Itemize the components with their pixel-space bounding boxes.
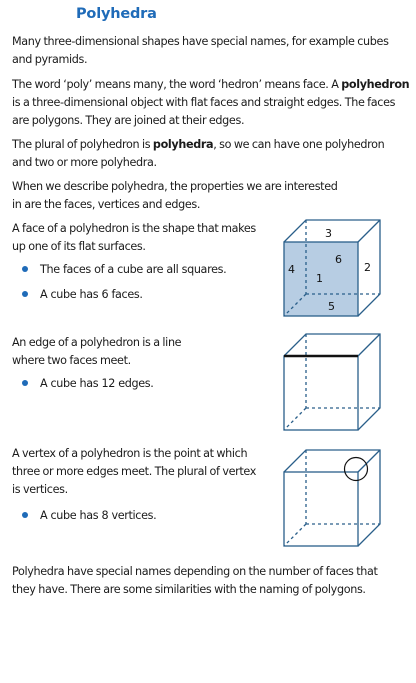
vertices-text-line-3: is vertices. bbox=[12, 483, 68, 496]
vertices-text-line-1: A vertex of a polyhedron is the point at which bbox=[12, 447, 248, 460]
edges-bullet-1: A cube has 12 edges. bbox=[40, 377, 154, 390]
face-label-back: 6 bbox=[335, 253, 342, 266]
intro-paragraph-1-line-2: and pyramids. bbox=[12, 53, 88, 66]
page-title: Polyhedra bbox=[76, 6, 157, 22]
intro-paragraph-2-line-2: is a three-dimensional object with flat faces and straight edges. The faces bbox=[12, 96, 396, 109]
intro-paragraph-3-line-2: and two or more polyhedra. bbox=[12, 156, 157, 169]
faces-text-line-1: A face of a polyhedron is the shape that makes bbox=[12, 222, 256, 235]
faces-bullet-1: The faces of a cube are all squares. bbox=[40, 263, 227, 276]
edges-text-line-1: An edge of a polyhedron is a line bbox=[12, 336, 182, 349]
face-label-top: 3 bbox=[325, 227, 332, 240]
intro-paragraph-4-line-2: in are the faces, vertices and edges. bbox=[12, 198, 201, 211]
cube-vertices-diagram bbox=[276, 446, 386, 552]
term-polyhedron: polyhedron bbox=[341, 78, 410, 91]
intro-paragraph-4-line-1: When we describe polyhedra, the properties we are interested bbox=[12, 180, 338, 193]
bullet-icon bbox=[22, 512, 28, 518]
closing-text-line-1: Polyhedra have special names depending on the number of faces that bbox=[12, 565, 378, 578]
intro-paragraph-2-line-1: The word ‘poly’ means many, the word ‘hedron’ means face. A polyhedron bbox=[12, 78, 410, 91]
cube-faces-diagram bbox=[276, 216, 386, 322]
faces-text-line-2: up one of its flat surfaces. bbox=[12, 240, 146, 253]
intro-paragraph-3-line-1: The plural of polyhedron is polyhedra, so we can have one polyhedron bbox=[12, 138, 385, 151]
edges-text-line-2: where two faces meet. bbox=[12, 354, 131, 367]
intro-paragraph-1-line-1: Many three-dimensional shapes have special names, for example cubes bbox=[12, 35, 389, 48]
face-label-center: 1 bbox=[316, 272, 323, 285]
bullet-icon bbox=[22, 266, 28, 272]
term-polyhedra: polyhedra bbox=[152, 138, 214, 151]
bullet-icon bbox=[22, 380, 28, 386]
cube-edges-diagram bbox=[276, 330, 386, 436]
vertex-highlight-circle bbox=[345, 458, 368, 481]
bullet-icon bbox=[22, 291, 28, 297]
closing-text-line-2: they have. There are some similarities with the naming of polygons. bbox=[12, 583, 366, 596]
intro-paragraph-2-line-3: are polygons. They are joined at their edges. bbox=[12, 114, 245, 127]
faces-bullet-2: A cube has 6 faces. bbox=[40, 288, 143, 301]
vertices-bullet-1: A cube has 8 vertices. bbox=[40, 509, 157, 522]
face-label-right: 2 bbox=[364, 261, 371, 274]
vertices-text-line-2: three or more edges meet. The plural of vertex bbox=[12, 465, 257, 478]
face-label-left: 4 bbox=[288, 263, 295, 276]
face-label-bottom: 5 bbox=[328, 300, 335, 313]
